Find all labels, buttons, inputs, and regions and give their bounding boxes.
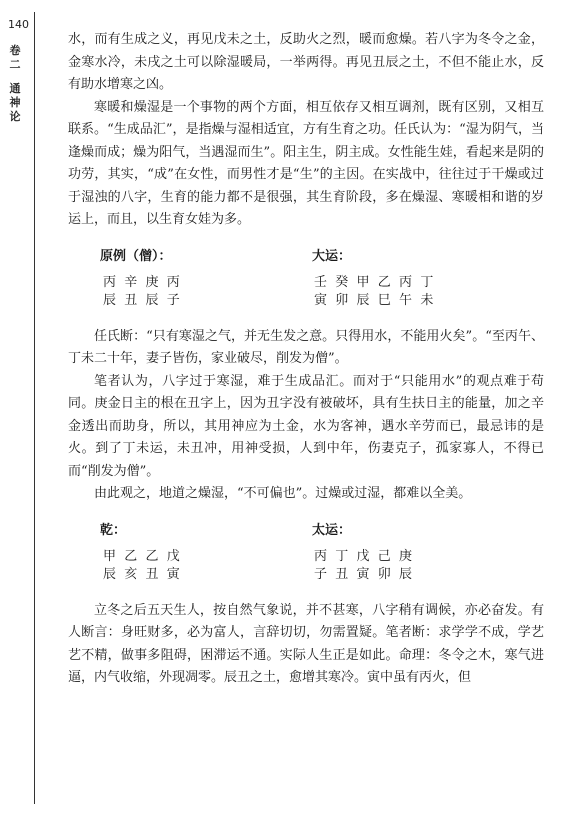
pillars-stems: 甲 乙 乙 戊 bbox=[103, 548, 180, 564]
dayun-stems: 丙 丁 戊 己 庚 bbox=[314, 548, 413, 564]
section-title: 通神论 bbox=[9, 82, 21, 123]
volume-label: 卷二 bbox=[9, 44, 21, 71]
pillars-stems: 丙 辛 庚 丙 bbox=[103, 274, 180, 290]
paragraph: 由此观之，地道之燥湿，“不可偏也”。过燥或过湿，都难以全美。 bbox=[94, 486, 472, 501]
dayun-title: 大运： bbox=[312, 248, 352, 264]
running-header bbox=[7, 44, 23, 134]
bazi-chart-1 bbox=[68, 232, 544, 320]
paragraph: 水，而有生成之义，再见戊未之土，反助火之烈，暖而愈燥。若八字为冬令之金，金寒水冷，未戌之土可以除湿暖局，一举两得。再见丑辰之土，不但不能止水，反有助水增寒之凶。 bbox=[68, 32, 544, 92]
page-body bbox=[68, 29, 544, 690]
dayun-title: 太运： bbox=[312, 522, 352, 538]
paragraph: 寒暖和燥湿是一个事物的两个方面，相互依存又相互调剂，既有区别，又相互联系。“生成品汇”，是指燥与湿相适宜，方有生育之功。任氏认为：“湿为阴气，当逢燥而成；燥为阳气，当遇湿而生”。阳主生，阴主成。女性能生娃，看起来是阴的功劳，其实，“成”在女性，而男性才是“生”的主因。在实战中，往往过于干燥或过于湿浊的八字，生育的能力都不是很强，其生育阶段，多在燥湿、寒暖相和谐的岁运上，而且，以生育女娃为多。 bbox=[68, 99, 544, 227]
bazi-chart-2 bbox=[68, 506, 544, 594]
chart-title: 乾： bbox=[100, 522, 127, 538]
pillars-branches: 辰 丑 辰 子 bbox=[103, 292, 180, 308]
margin-rule bbox=[34, 12, 35, 804]
paragraph: 任氏断：“只有寒湿之气，并无生发之意。只得用水，不能用火矣”。“至丙午、丁未二十年，妻子皆伤，家业破尽，削发为僧”。 bbox=[68, 328, 544, 366]
dayun-branches: 子 丑 寅 卯 辰 bbox=[314, 566, 413, 582]
paragraph: 立冬之后五天生人，按自然气象说，并不甚寒，八字稍有调候，亦必奋发。有人断言：身旺财多，必为富人，言辞切切，勿需置疑。笔者断：求学学不成，学艺艺不精，做事多阻碍，困滞运不通。实际人生正是如此。命理：冬令之木，寒气进逼，内气收缩，外现凋零。辰丑之土，愈增其寒冷。寅中虽有丙火，但 bbox=[68, 602, 544, 685]
chart-title: 原例（僧）： bbox=[100, 248, 172, 264]
page-number: 140 bbox=[8, 18, 29, 31]
dayun-stems: 壬 癸 甲 乙 丙 丁 bbox=[314, 274, 434, 290]
pillars-branches: 辰 亥 丑 寅 bbox=[103, 566, 180, 582]
dayun-branches: 寅 卯 辰 巳 午 未 bbox=[314, 292, 434, 308]
paragraph: 笔者认为，八字过于寒湿，难于生成品汇。而对于“只能用水”的观点难于苟同。庚金日主的根在丑字上，因为丑字没有被破坏，具有生扶日主的能量，加之辛金透出而助身，所以，其用神应为土金，水为客神，遇水辛劳而已，最忌讳的是火。到了丁未运，未丑冲，用神受损，人到中年，伤妻克子，孤家寡人，不得已而“削发为僧”。 bbox=[68, 373, 544, 479]
